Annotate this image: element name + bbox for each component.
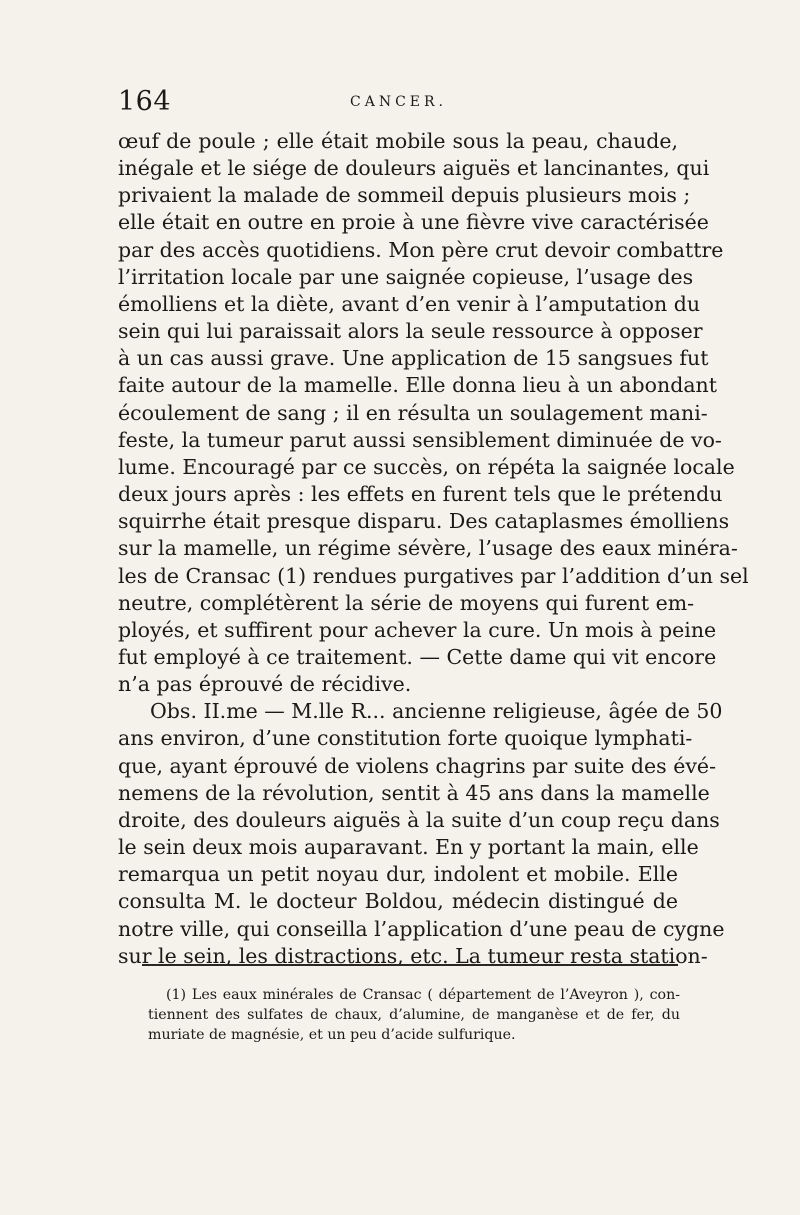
footnote <box>148 985 680 1045</box>
footnote-divider <box>142 964 678 966</box>
text-line: inégale et le siége de douleurs aiguës et lancinantes, qui <box>118 156 710 181</box>
page-header <box>118 86 678 126</box>
text-line: à un cas aussi grave. Une application de 15 sangsues fut <box>118 346 709 371</box>
text-line: elle était en outre en proie à une fièvre vive caractérisée <box>118 210 709 235</box>
text-line: nemens de la révolution, sentit à 45 ans dans la mamelle <box>118 780 710 805</box>
text-line: notre ville, qui conseilla l’application d’une peau de cygne <box>118 916 725 941</box>
body-text <box>118 128 749 970</box>
text-line: écoulement de sang ; il en résulta un soulagement mani- <box>118 400 708 425</box>
running-head: CANCER. <box>350 94 447 110</box>
text-line: deux jours après : les effets en furent tels que le prétendu <box>118 482 723 507</box>
footnote-line: (1) Les eaux minérales de Cransac ( département de l’Aveyron ), con- <box>166 987 680 1003</box>
text-line: consulta M. le docteur Boldou, médecin distingué de <box>118 889 678 914</box>
text-line: sur le sein, les distractions, etc. La tumeur resta station- <box>118 943 708 968</box>
text-line: squirrhe était presque disparu. Des cataplasmes émolliens <box>118 509 730 534</box>
text-line: sein qui lui paraissait alors la seule ressource à opposer <box>118 319 703 344</box>
text-line: neutre, complétèrent la série de moyens qui furent em- <box>118 590 695 615</box>
text-line: les de Cransac (1) rendues purgatives par l’addition d’un sel <box>118 563 749 588</box>
footnote-line: muriate de magnésie, et un peu d’acide sulfurique. <box>148 1027 516 1043</box>
page-number: 164 <box>118 86 172 117</box>
text-line: feste, la tumeur parut aussi sensiblement diminuée de vo- <box>118 427 722 452</box>
text-line: le sein deux mois auparavant. En y portant la main, elle <box>118 835 699 860</box>
text-line: faite autour de la mamelle. Elle donna lieu à un abondant <box>118 373 717 398</box>
text-line: lume. Encouragé par ce succès, on répéta la saignée locale <box>118 454 735 479</box>
text-line: l’irritation locale par une saignée copieuse, l’usage des <box>118 264 694 289</box>
text-line: droite, des douleurs aiguës à la suite d’un coup reçu dans <box>118 807 720 832</box>
text-line: par des accès quotidiens. Mon père crut devoir combattre <box>118 237 724 262</box>
text-line: fut employé à ce traitement. — Cette dame qui vit encore <box>118 644 717 669</box>
text-line: que, ayant éprouvé de violens chagrins par suite des évé- <box>118 753 716 778</box>
text-line: émolliens et la diète, avant d’en venir à l’amputation du <box>118 291 701 316</box>
text-line: privaient la malade de sommeil depuis plusieurs mois ; <box>118 183 691 208</box>
footnote-line: tiennent des sulfates de chaux, d’alumine, de manganèse et de fer, du <box>148 1007 680 1023</box>
text-line: ans environ, d’une constitution forte quoique lymphati- <box>118 726 693 751</box>
text-line-observation-heading: Obs. II.me — M.lle R... ancienne religieuse, âgée de 50 <box>150 699 723 724</box>
text-line: n’a pas éprouvé de récidive. <box>118 672 412 697</box>
text-line: ployés, et suffirent pour achever la cure. Un mois à peine <box>118 617 717 642</box>
text-line: œuf de poule ; elle était mobile sous la peau, chaude, <box>118 129 678 153</box>
text-line: sur la mamelle, un régime sévère, l’usage des eaux minéra- <box>118 536 738 561</box>
text-line: remarqua un petit noyau dur, indolent et mobile. Elle <box>118 862 678 887</box>
